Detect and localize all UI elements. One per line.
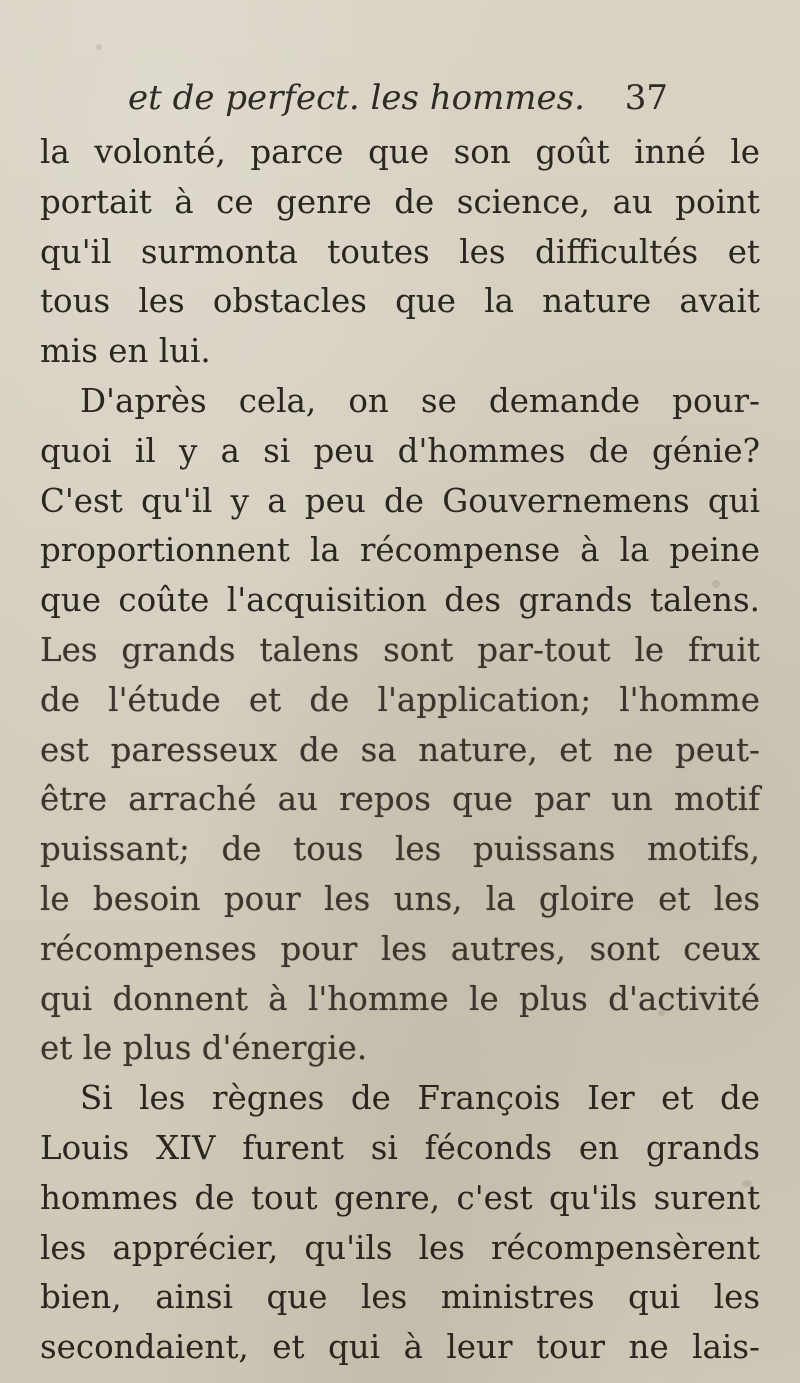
- text-line: de l'étude et de l'application; l'homme: [40, 680, 760, 719]
- body-text: [40, 128, 760, 1373]
- text-line: Les grands talens sont par-tout le fruit: [40, 630, 760, 669]
- running-title: et de perfect. les hommes.: [128, 78, 585, 118]
- text-line: Louis XIV furent si féconds en grands: [40, 1128, 760, 1167]
- text-line: mis en lui.: [40, 332, 211, 371]
- text-line: secondaient, et qui à leur tour ne lais-: [40, 1328, 760, 1367]
- text-line: qu'il surmonta toutes les difficultés et: [40, 232, 760, 271]
- text-line: le besoin pour les uns, la gloire et les: [40, 879, 760, 918]
- text-line: est paresseux de sa nature, et ne peut-: [40, 730, 760, 769]
- paper-stain: [96, 44, 102, 50]
- text-line: C'est qu'il y a peu de Gouvernemens qui: [40, 481, 760, 520]
- text-line: Si les règnes de François Ier et de: [80, 1079, 760, 1118]
- text-line: récompenses pour les autres, sont ceux: [40, 929, 760, 968]
- text-line: que coûte l'acquisition des grands talens.: [40, 581, 760, 620]
- text-line: puissant; de tous les puissans motifs,: [40, 830, 760, 869]
- page-header: [128, 78, 668, 126]
- text-line: qui donnent à l'homme le plus d'activité: [40, 979, 760, 1018]
- text-line: hommes de tout genre, c'est qu'ils surent: [40, 1178, 760, 1217]
- text-line: bien, ainsi que les ministres qui les: [40, 1278, 760, 1317]
- text-line: D'après cela, on se demande pour-: [80, 381, 760, 420]
- text-line: être arraché au repos que par un motif: [40, 780, 760, 819]
- text-line: portait à ce genre de science, au point: [40, 182, 760, 221]
- page-number: 37: [624, 78, 668, 118]
- text-line: proportionnent la récompense à la peine: [40, 531, 760, 570]
- text-line: les apprécier, qu'ils les récompensèrent: [40, 1228, 760, 1267]
- text-line: la volonté, parce que son goût inné le: [40, 133, 760, 171]
- text-line: quoi il y a si peu d'hommes de génie?: [40, 431, 760, 470]
- text-line: et le plus d'énergie.: [40, 1029, 368, 1068]
- text-line: tous les obstacles que la nature avait: [40, 282, 760, 321]
